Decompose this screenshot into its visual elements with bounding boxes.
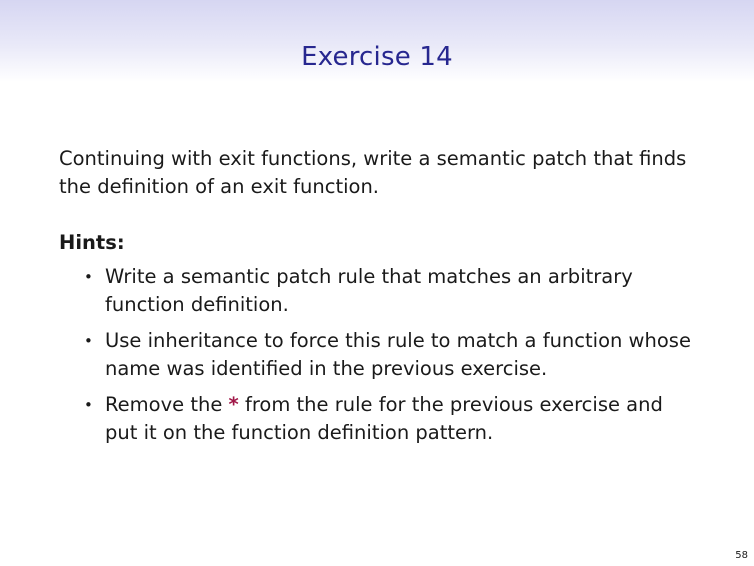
hint-item <box>80 327 700 383</box>
bullet-icon: • <box>84 396 93 414</box>
slide-title: Exercise 14 <box>301 42 453 72</box>
hint-text-before: Remove the <box>105 393 229 416</box>
intro-paragraph: Continuing with exit functions, write a semantic patch that finds the definition of an exit function. <box>59 147 687 198</box>
hint-text: Write a semantic patch rule that matches an arbitrary function definition. <box>105 265 633 316</box>
page-number: 58 <box>735 550 748 561</box>
bullet-icon: • <box>84 332 93 350</box>
hints-heading: Hints: <box>59 231 125 254</box>
hint-text-after: from the rule for the previous exercise and put it on the function definition pattern. <box>105 393 663 444</box>
bullet-icon: • <box>84 268 93 286</box>
hint-text: Use inheritance to force this rule to match a function whose name was identified in the previous exercise. <box>105 329 691 380</box>
star-symbol: * <box>228 393 239 416</box>
hint-list <box>80 263 700 455</box>
hint-item <box>80 263 700 319</box>
hint-item <box>80 391 700 447</box>
